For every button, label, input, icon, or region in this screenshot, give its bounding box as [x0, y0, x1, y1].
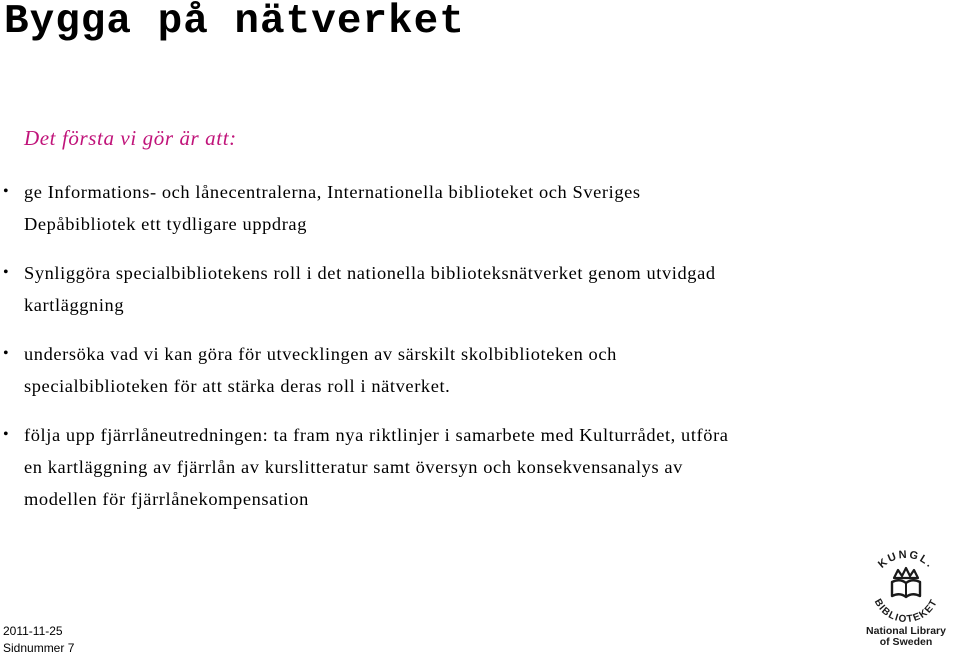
bullet-dot-icon: • [3, 345, 10, 362]
bullet-line: Depåbibliotek ett tydligare uppdrag [24, 214, 307, 234]
bullet-item [0, 338, 900, 402]
logo-text-line2: of Sweden [879, 636, 933, 648]
bullet-line: undersöka vad vi kan göra för utvecklingen av särskilt skolbiblioteken och [24, 344, 617, 364]
bullet-dot-icon: • [3, 264, 10, 281]
bullet-line: specialbiblioteken för att stärka deras roll i nätverket. [24, 376, 451, 396]
bullet-item [0, 257, 900, 321]
bullet-line: ge Informations- och lånecentralerna, Internationella biblioteket och Sveriges [24, 182, 641, 202]
bullet-dot-icon: • [3, 183, 10, 200]
slide-title: Bygga på nätverket [4, 0, 465, 45]
bullet-item [0, 176, 900, 240]
crown-seal-icon [858, 548, 954, 626]
bullet-line: en kartläggning av fjärrlån av kurslitteratur samt översyn och konsekvensanalys av [24, 457, 683, 477]
footer-date: 2011-11-25 [3, 624, 63, 638]
logo-arc-bottom: BIBLIOTEKET [871, 597, 941, 626]
bullet-list [0, 176, 900, 532]
svg-text:BIBLIOTEKET [872, 597, 940, 625]
bullet-line: Synliggöra specialbibliotekens roll i det nationella biblioteksnätverket genom utvidgad [24, 263, 716, 283]
bullet-line: modellen för fjärrlånekompensation [24, 489, 309, 509]
slide-subtitle: Det första vi gör är att: [24, 126, 237, 150]
bullet-line: kartläggning [24, 295, 125, 315]
logo-arc-top: KUNGL. [875, 548, 937, 571]
bullet-line: följa upp fjärrlåneutredningen: ta fram nya riktlinjer i samarbete med Kulturrådet, utföra [24, 425, 729, 445]
bullet-item [0, 419, 900, 515]
bullet-dot-icon: • [3, 426, 10, 443]
national-library-logo [858, 548, 954, 650]
footer-page-number: Sidnummer 7 [3, 641, 75, 655]
logo-text-line1: National Library [866, 625, 946, 637]
